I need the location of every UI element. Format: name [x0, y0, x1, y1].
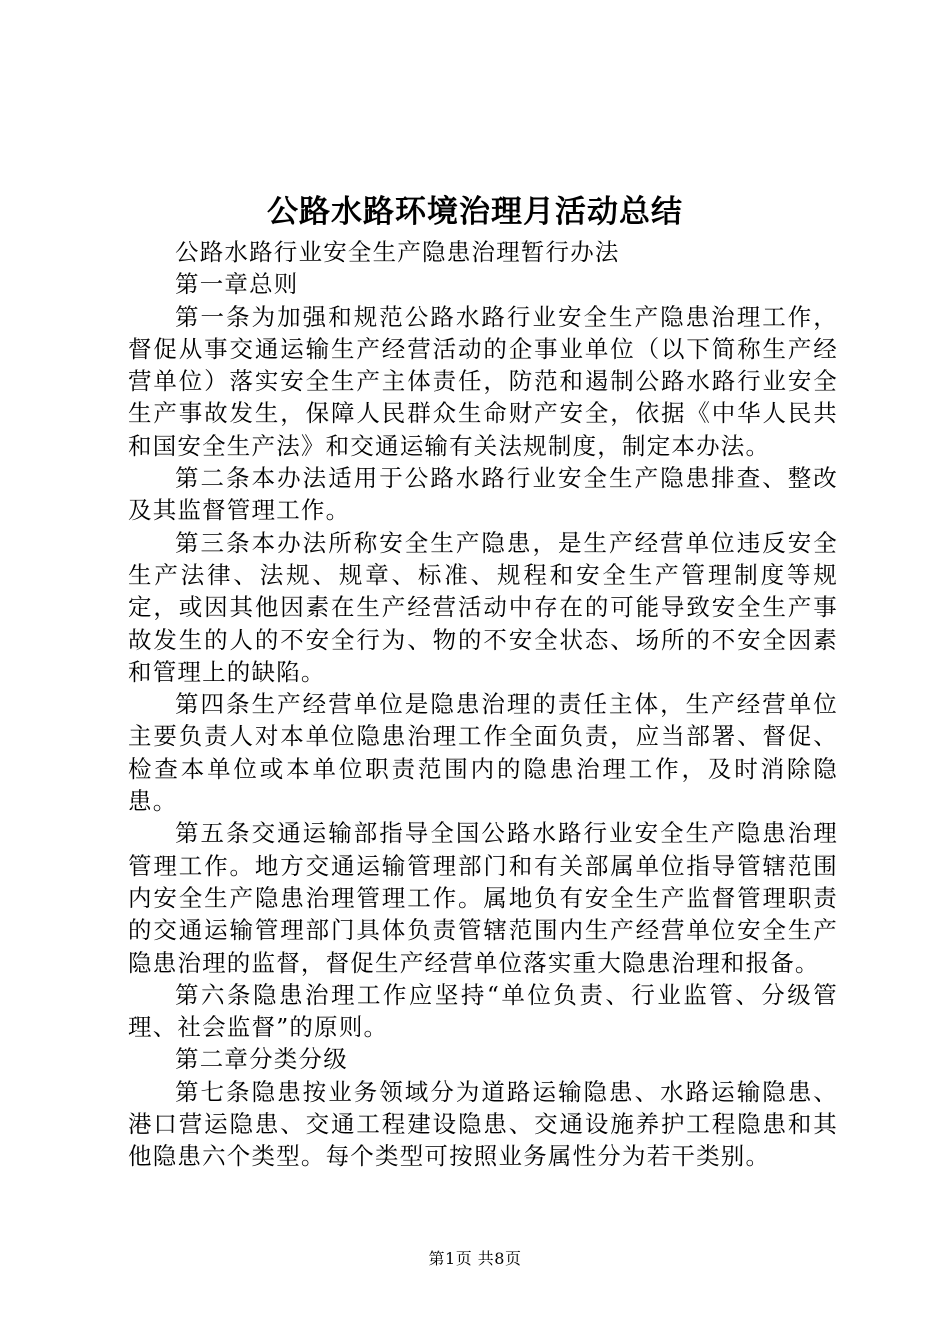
- document-body: [128, 236, 838, 1173]
- paragraph-article-6: 第六条隐患治理工作应坚持“单位负责、行业监管、分级管理、社会监督”的原则。: [128, 980, 838, 1042]
- page-footer: 第1页 共8页: [428, 1249, 522, 1268]
- paragraph-article-7: 第七条隐患按业务领域分为道路运输隐患、水路运输隐患、港口营运隐患、交通工程建设隐患、交通设施养护工程隐患和其他隐患六个类型。每个类型可按照业务属性分为若干类别。: [128, 1077, 838, 1171]
- paragraph-article-3: 第三条本办法所称安全生产隐患，是生产经营单位违反安全生产法律、法规、规章、标准、规程和安全生产管理制度等规定，或因其他因素在生产经营活动中存在的可能导致安全生产事故发生的人的不安全行为、物的不安全状态、场所的不安全因素和管理上的缺陷。: [128, 528, 838, 686]
- paragraph-article-1: 第一条为加强和规范公路水路行业安全生产隐患治理工作，督促从事交通运输生产经营活动的企事业单位（以下简称生产经营单位）落实安全生产主体责任，防范和遏制公路水路行业安全生产事故发生，保障人民群众生命财产安全，依据《中华人民共和国安全生产法》和交通运输有关法规制度，制定本办法。: [128, 302, 838, 460]
- document-title: 公路水路环境治理月活动总结: [267, 194, 683, 230]
- paragraph-law-title: 公路水路行业安全生产隐患治理暂行办法: [175, 238, 620, 266]
- chapter-heading-1: 第一章总则: [175, 270, 299, 299]
- paragraph-article-5: 第五条交通运输部指导全国公路水路行业安全生产隐患治理管理工作。地方交通运输管理部门和有关部属单位指导管辖范围内安全生产隐患治理管理工作。属地负有安全生产监督管理职责的交通运输管理部门具体负责管辖范围内生产经营单位安全生产隐患治理的监督，督促生产经营单位落实重大隐患治理和报备。: [128, 819, 838, 977]
- chapter-heading-2: 第二章分类分级: [175, 1045, 348, 1074]
- paragraph-article-4: 第四条生产经营单位是隐患治理的责任主体，生产经营单位主要负责人对本单位隐患治理工作全面负责，应当部署、督促、检查本单位或本单位职责范围内的隐患治理工作，及时消除隐患。: [128, 690, 838, 816]
- paragraph-article-2: 第二条本办法适用于公路水路行业安全生产隐患排查、整改及其监督管理工作。: [128, 464, 838, 525]
